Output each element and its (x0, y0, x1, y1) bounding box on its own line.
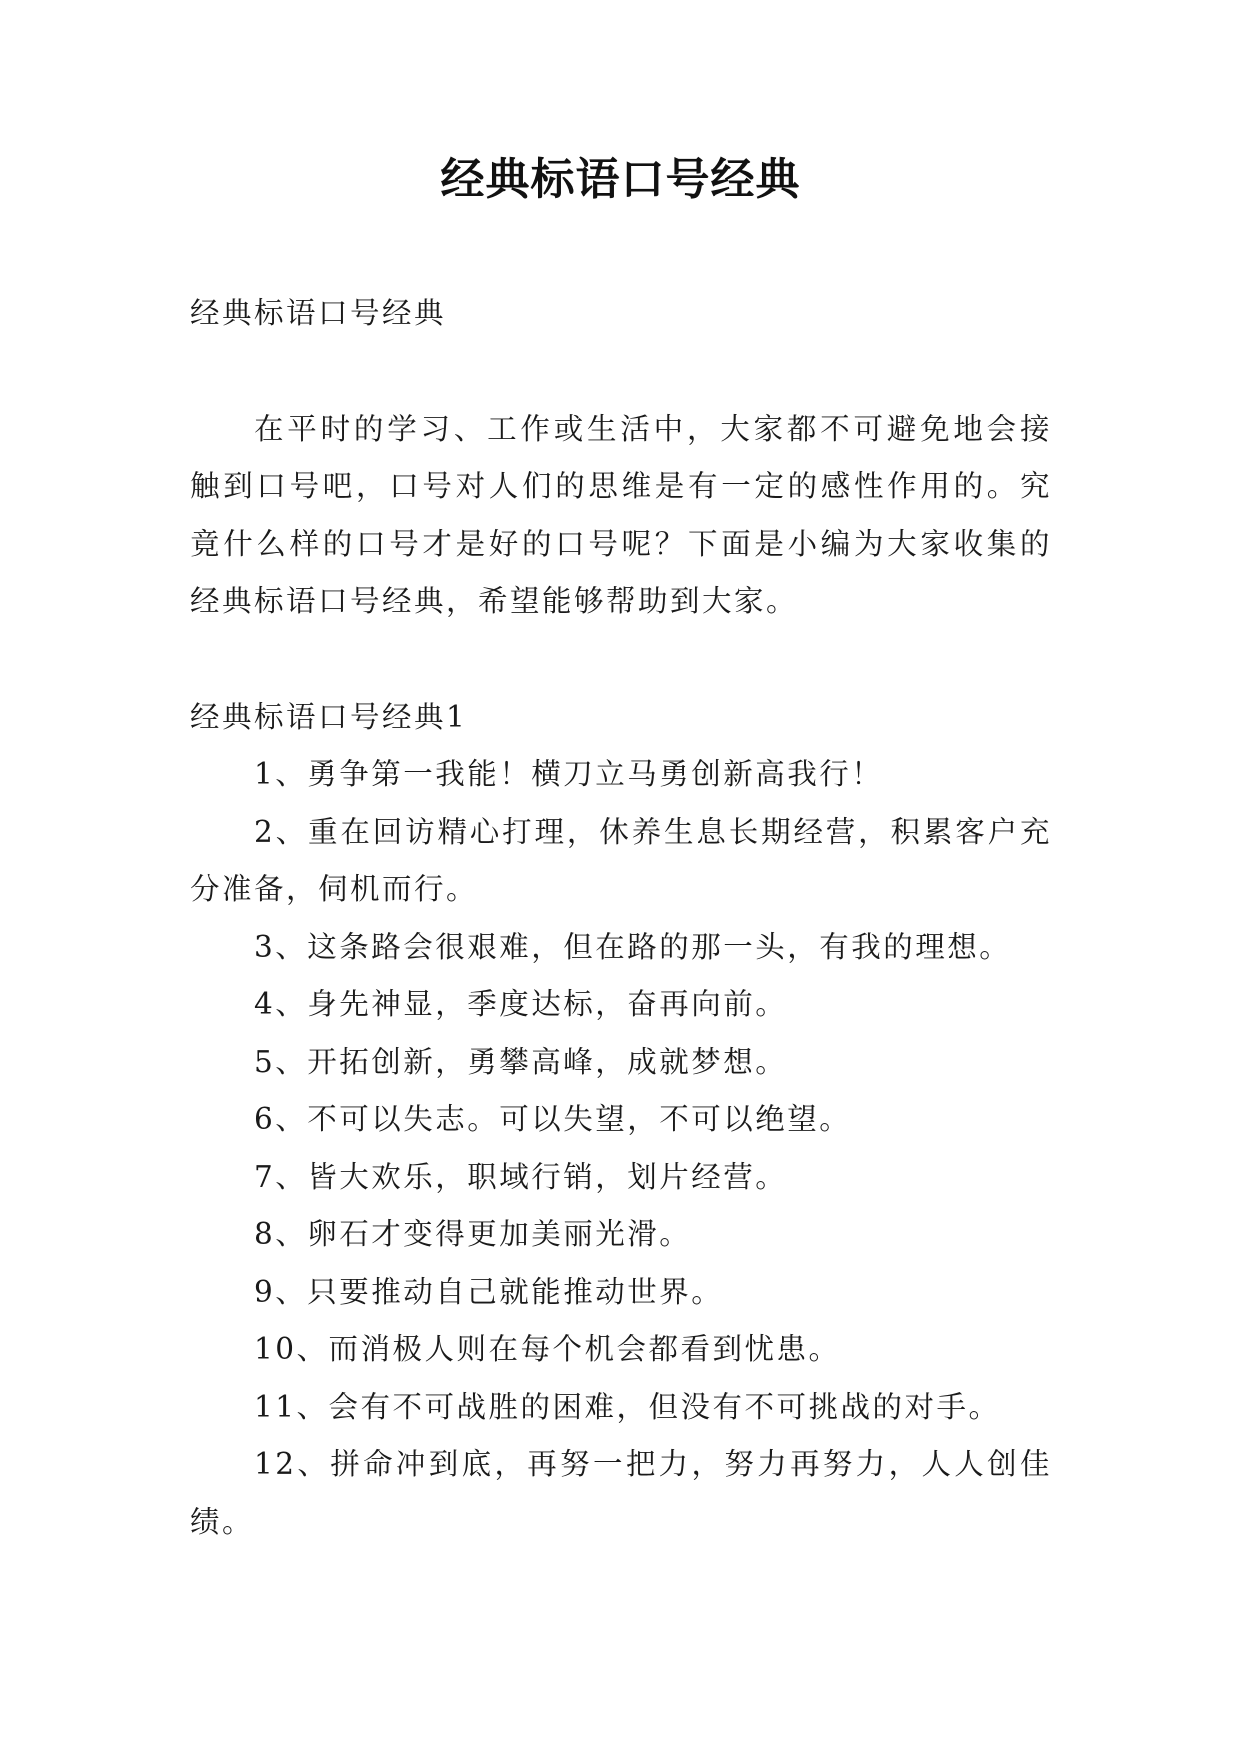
slogan-item-4: 4、身先神显，季度达标，奋再向前。 (254, 987, 788, 1021)
section-heading: 经典标语口号经典1 (190, 699, 468, 734)
slogan-item-9: 9、只要推动自己就能推动世界。 (254, 1274, 724, 1309)
intro-paragraph: 在平时的学习、工作或生活中，大家都不可避免地会接触到口号吧，口号对人们的思维是有一定的感性作用的。究竟什么样的口号才是好的口号呢？下面是小编为大家收集的经典标语口号经典，希望能够帮助到大家。 (190, 411, 1052, 618)
slogan-item-10: 10、而消极人则在每个机会都看到忧患。 (254, 1332, 841, 1366)
page-title: 经典标语口号经典 (440, 154, 801, 205)
document-subtitle: 经典标语口号经典 (190, 296, 447, 330)
slogan-item-7: 7、皆大欢乐，职域行销，划片经营。 (254, 1159, 788, 1194)
spacer (190, 631, 1052, 689)
slogan-item-5: 5、开拓创新，勇攀高峰，成就梦想。 (254, 1044, 788, 1079)
slogan-item-3: 3、这条路会很艰难，但在路的那一头，有我的理想。 (254, 929, 1012, 964)
slogan-item-11: 11、会有不可战胜的困难，但没有不可挑战的对手。 (254, 1389, 1001, 1424)
slogan-item-6: 6、不可以失志。可以失望，不可以绝望。 (254, 1102, 852, 1136)
document-body (190, 285, 1052, 1551)
slogan-item-12: 12、拼命冲到底，再努一把力，努力再努力，人人创佳绩。 (190, 1447, 1052, 1539)
spacer (190, 343, 1052, 401)
slogan-item-8: 8、卵石才变得更加美丽光滑。 (254, 1217, 692, 1251)
slogan-item-1: 1、勇争第一我能！横刀立马勇创新高我行！ (254, 757, 884, 791)
slogan-item-2: 2、重在回访精心打理，休养生息长期经营，积累客户充分准备，伺机而行。 (190, 814, 1052, 906)
